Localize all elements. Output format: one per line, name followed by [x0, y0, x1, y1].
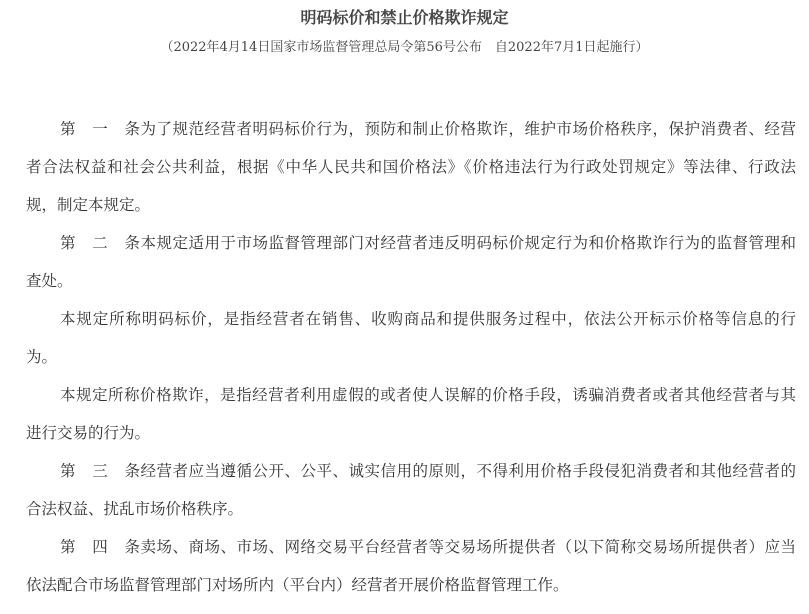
- article-number: 第三条: [60, 462, 140, 480]
- paragraph-line: [26, 452, 796, 490]
- line-text: 本规定适用于市场监督管理部门对经营者违反明码标价规定行为和价格欺诈行为的监督管理和: [140, 234, 796, 252]
- article-number: 第一条: [60, 120, 140, 138]
- paragraph-line: [26, 338, 796, 376]
- paragraph-line: [26, 376, 796, 414]
- article-paragraph: [26, 110, 796, 224]
- line-text: 者合法权益和社会公共利益，根据《中华人民共和国价格法》《价格违法行为行政处罚规定》等法律、行政法: [26, 158, 796, 176]
- line-text: 为。: [26, 348, 58, 366]
- article-paragraph: [26, 376, 796, 452]
- paragraph-line: [26, 414, 796, 452]
- paragraph-line: [26, 300, 796, 338]
- paragraph-line: [26, 490, 796, 528]
- line-text: 卖场、商场、市场、网络交易平台经营者等交易场所提供者（以下简称交易场所提供者）应当: [140, 538, 796, 556]
- line-text: 为了规范经营者明码标价行为，预防和制止价格欺诈，维护市场价格秩序，保护消费者、经营: [140, 120, 796, 138]
- article-number: 第四条: [60, 538, 140, 556]
- article-paragraph: [26, 300, 796, 376]
- line-text: 进行交易的行为。: [26, 424, 151, 442]
- paragraph-line: [26, 566, 796, 604]
- document-body: [26, 110, 796, 604]
- article-paragraph: [26, 224, 796, 300]
- paragraph-line: [26, 186, 796, 224]
- paragraph-line: [26, 148, 796, 186]
- paragraph-line: [26, 224, 796, 262]
- line-text: 本规定所称明码标价，是指经营者在销售、收购商品和提供服务过程中，依法公开标示价格等信息的行: [60, 310, 796, 328]
- document-subtitle: （2022年4月14日国家市场监督管理总局令第56号公布 自2022年7月1日起施行）: [160, 40, 649, 55]
- document-title: 明码标价和禁止价格欺诈规定: [300, 8, 509, 27]
- line-text: 依法配合市场监督管理部门对场所内（平台内）经营者开展价格监督管理工作。: [26, 576, 569, 594]
- line-text: 经营者应当遵循公开、公平、诚实信用的原则，不得利用价格手段侵犯消费者和其他经营者的: [140, 462, 796, 480]
- line-text: 本规定所称价格欺诈，是指经营者利用虚假的或者使人误解的价格手段，诱骗消费者或者其他经营者与其: [60, 386, 796, 404]
- paragraph-line: [26, 262, 796, 300]
- article-paragraph: [26, 528, 796, 604]
- paragraph-line: [26, 110, 796, 148]
- article-paragraph: [26, 452, 796, 528]
- line-text: 规，制定本规定。: [26, 196, 151, 214]
- line-text: 合法权益、扰乱市场价格秩序。: [26, 500, 244, 518]
- paragraph-line: [26, 528, 796, 566]
- article-number: 第二条: [60, 234, 140, 252]
- line-text: 查处。: [26, 272, 73, 290]
